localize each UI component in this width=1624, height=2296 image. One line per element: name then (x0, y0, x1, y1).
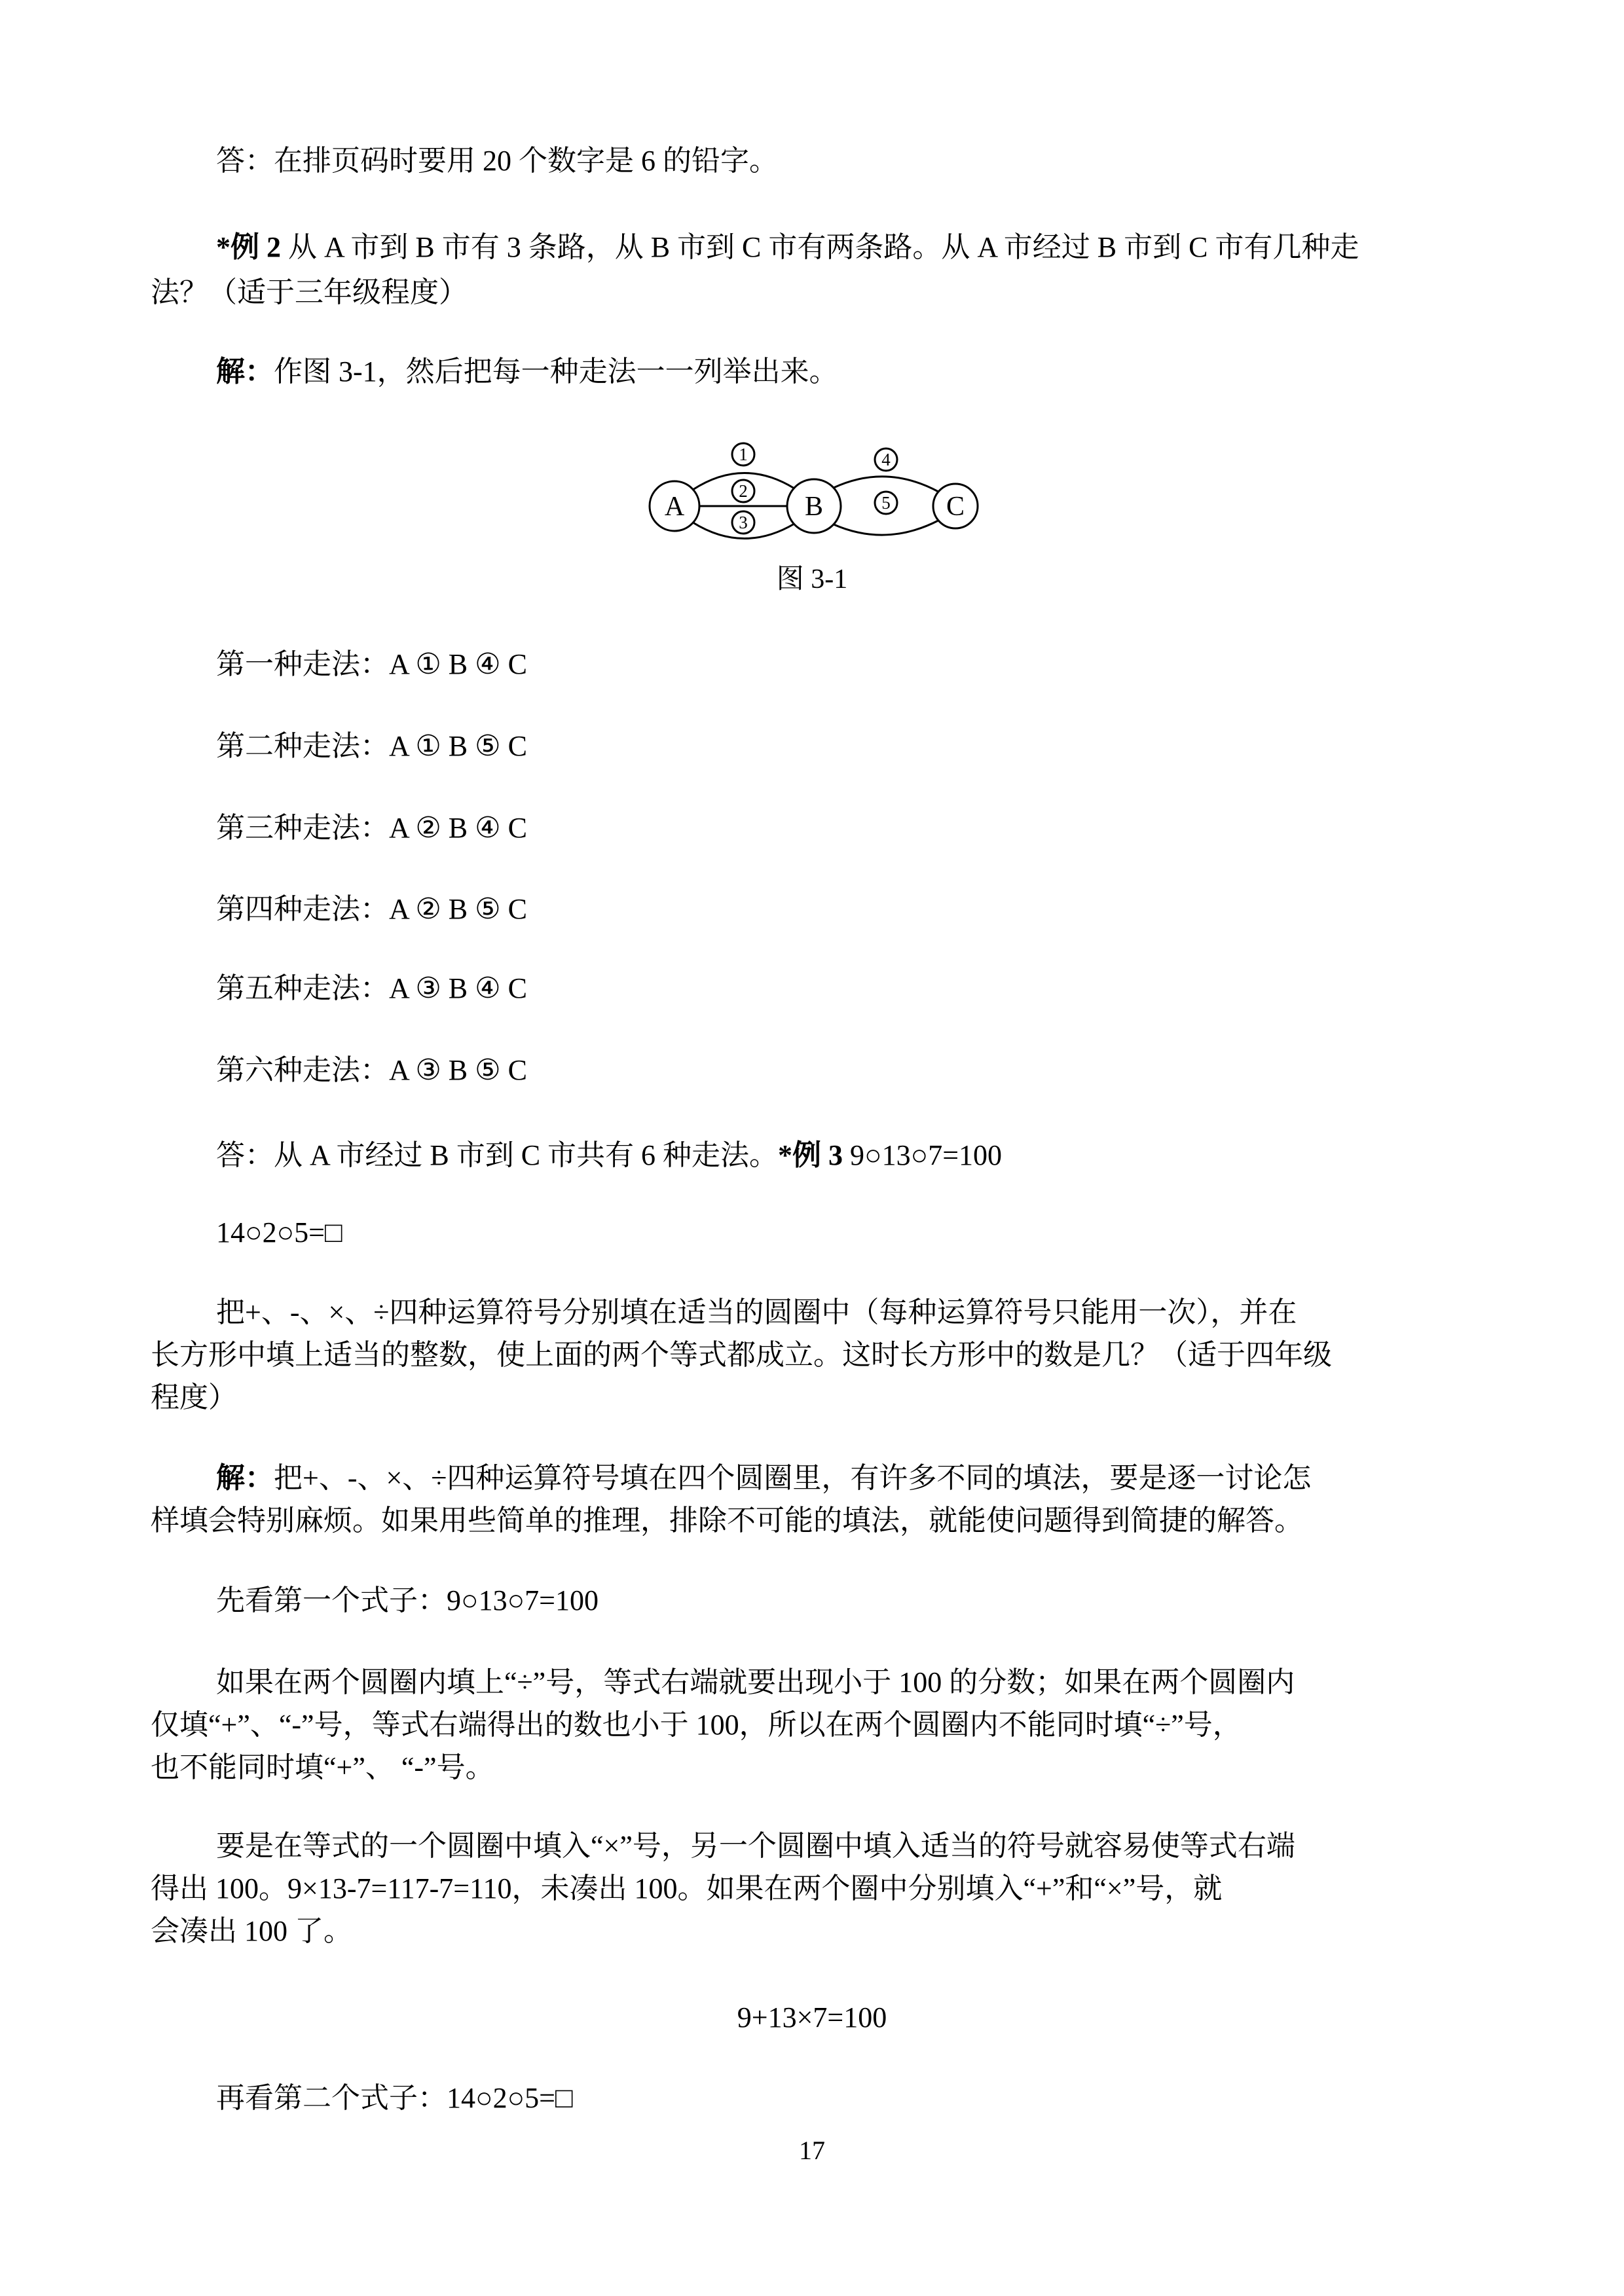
example2-text-line2: 法？（适于三年级程度） (151, 276, 468, 308)
second-equation-intro: 再看第二个式子：14○2○5=□ (216, 2082, 573, 2114)
answer-example2-and-example3 (216, 1136, 1002, 1175)
path-5-arc (834, 520, 938, 535)
solution3-label: 解： (216, 1462, 274, 1494)
label-5-digit: 5 (881, 493, 891, 513)
example2-text: 从 A 市到 B 市有 3 条路，从 B 市到 C 市有两条路。从 A 市经过 B 市到 C 市有几种走 (281, 231, 1359, 263)
result-equation: 9+13×7=100 (737, 2001, 887, 2033)
node-c-label: C (946, 492, 965, 522)
reasoning-line3: 也不能同时填“+”、 “-”号。 (151, 1751, 494, 1783)
walk-line-5: 第五种走法：A ③ B ④ C (216, 972, 527, 1004)
walk-line-2: 第二种走法：A ① B ⑤ C (216, 730, 527, 762)
solution3-line1: 解：把+、-、×、÷四种运算符号填在四个圆圈里，有许多不同的填法，要是逐一讨论怎 (216, 1462, 1312, 1494)
answer-example1 (216, 141, 778, 181)
solution3-line2: 样填会特别麻烦。如果用些简单的推理，排除不可能的填法，就能使问题得到简捷的解答。 (151, 1504, 1303, 1537)
reasoning2-line2: 得出 100。9×13-7=117-7=110，未凑出 100。如果在两个圈中分别填入“+”和“×”号，就 (151, 1872, 1223, 1904)
problem3-line3: 程度） (151, 1381, 237, 1413)
reasoning-line1: 如果在两个圆圈内填上“÷”号，等式右端就要出现小于 100 的分数；如果在两个圆圈内 (216, 1666, 1295, 1698)
node-a-label: A (664, 492, 685, 522)
label-4-digit: 4 (881, 450, 891, 469)
node-b-label: B (804, 492, 824, 522)
problem3-line2: 长方形中填上适当的整数，使上面的两个等式都成立。这时长方形中的数是几？（适于四年级 (151, 1339, 1332, 1371)
first-equation-intro: 先看第一个式子：9○13○7=100 (216, 1584, 599, 1616)
walk-line-3: 第三种走法：A ② B ④ C (216, 812, 527, 844)
walk-line-1: 第一种走法：A ① B ④ C (216, 648, 527, 680)
page-number: 17 (799, 2136, 825, 2165)
solution2-line (216, 352, 838, 392)
figure-caption: 图 3-1 (776, 564, 848, 594)
solution2-text: 作图 3-1，然后把每一种走法一一列举出来。 (274, 355, 838, 388)
reasoning2-line3: 会凑出 100 了。 (151, 1915, 352, 1947)
answer-example1-text: 答：在排页码时要用 20 个数字是 6 的铅字。 (216, 145, 778, 177)
example3-label: *例 3 (778, 1139, 843, 1171)
reasoning-line2: 仅填“+”、“-”号，等式右端得出的数也小于 100，所以在两个圆圈内不能同时填“÷”号， (151, 1709, 1242, 1741)
example2-label: *例 2 (216, 231, 281, 263)
figure-3-1 (645, 437, 979, 552)
walk-line-6: 第六种走法：A ③ B ⑤ C (216, 1054, 527, 1086)
path-4-arc (834, 477, 938, 492)
label-1-digit: 1 (739, 445, 748, 464)
problem3-line1: 把+、-、×、÷四种运算符号分别填在适当的圆圈中（每种运算符号只能用一次），并在 (216, 1296, 1297, 1328)
example3-equation2: 14○2○5=□ (216, 1216, 342, 1248)
label-3-digit: 3 (739, 513, 748, 532)
example3-equation1: 9○13○7=100 (843, 1139, 1003, 1171)
walk-line-4: 第四种走法：A ② B ⑤ C (216, 893, 527, 925)
reasoning2-line1: 要是在等式的一个圆圈中填入“×”号，另一个圆圈中填入适当的符号就容易使等式右端 (216, 1830, 1295, 1862)
label-2-digit: 2 (739, 481, 748, 501)
answer-example2-text: 答：从 A 市经过 B 市到 C 市共有 6 种走法。 (216, 1139, 779, 1171)
example2-heading (216, 228, 1359, 267)
route-diagram (645, 437, 979, 552)
solution2-label: 解： (216, 355, 274, 388)
